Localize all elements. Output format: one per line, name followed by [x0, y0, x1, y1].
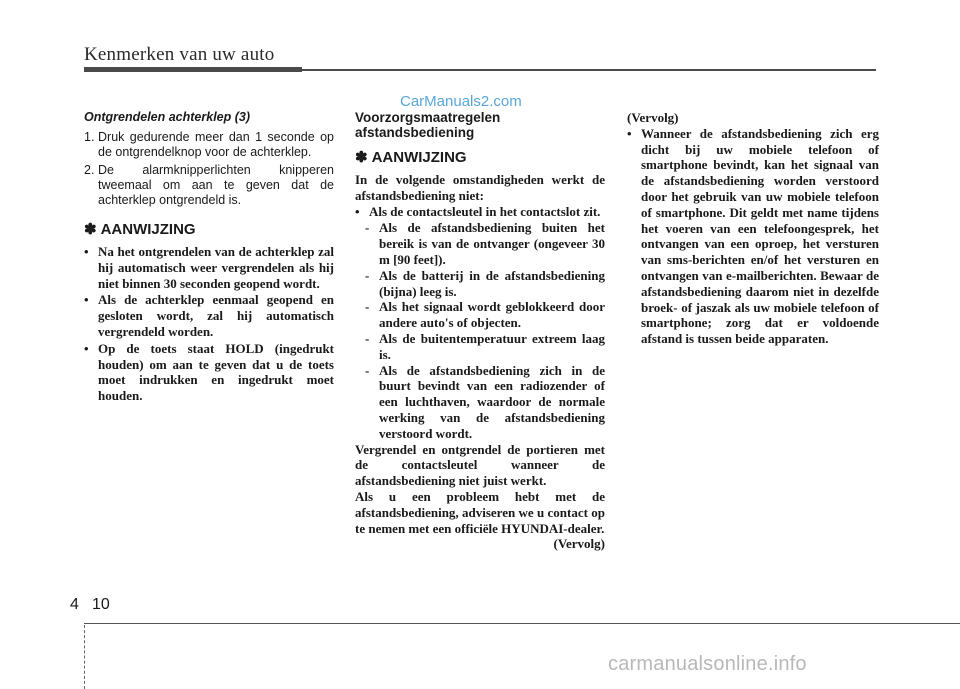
dash-item: - Als de afstandsbediening buiten het bereik is van de ontvanger (ongeveer 30 m [90 feet]). — [365, 220, 605, 267]
paragraph-key-fallback: Vergrendel en ontgrendel de portieren met de contactsleutel wanneer de afstandsbediening niet juist werkt. — [355, 441, 605, 489]
note-bullets — [627, 126, 879, 347]
note-heading: ✽ AANWIJZING — [84, 221, 196, 238]
page-header-title: Kenmerken van uw auto — [84, 44, 275, 65]
numbered-steps — [84, 130, 334, 208]
bullet-icon: • — [84, 340, 89, 356]
bullet-icon: • — [84, 292, 89, 308]
bullet-icon: • — [84, 244, 89, 259]
dash-item: - Als de batterij in de afstandsbediening (bijna) leeg is. — [365, 267, 605, 299]
column-middle — [355, 110, 605, 552]
bullet-icon: • — [627, 125, 632, 141]
header-rule-thick — [84, 67, 302, 72]
watermark-bottom: carmanualsonline.info — [608, 653, 807, 675]
section-number: 4 — [70, 596, 79, 613]
section-title-remote-precautions: Voorzorgsmaatregelen afstandsbediening — [355, 110, 501, 140]
note-intro: In de volgende omstandigheden werkt de afstandsbediening niet: — [355, 172, 605, 203]
bullet-item: • Na het ontgrendelen van de achterklep zal hij automatisch weer vergrendelen als hij niet binnen 30 seconden geopend wordt. — [84, 244, 334, 291]
note-heading: ✽ AANWIJZING — [355, 149, 467, 166]
continued-label: (Vervolg) — [553, 536, 605, 552]
bullet-item: • Als de contactsleutel in het contactslot zit. — [355, 203, 601, 219]
column-left — [84, 110, 334, 405]
star-icon: ✽ — [355, 149, 368, 166]
note-bullets — [84, 244, 334, 404]
dash-list — [355, 220, 605, 441]
note-bullets — [355, 204, 605, 220]
dash-item: - Als de afstandsbediening zich in de buurt bevindt van een radiozender of een luchthaven, waardoor de normale werking van de afstandsbediening verstoord wordt. — [365, 362, 605, 441]
paragraph-dealer-contact: Als u een probleem hebt met de afstandsbediening, adviseren we u contact op te nemen met een officiële HYUNDAI-dealer. — [355, 488, 605, 536]
dash-item: - Als de buitentemperatuur extreem laag is. — [365, 330, 605, 362]
bullet-item: • Op de toets staat HOLD (ingedrukt houden) om aan te geven dat u de toets moet indrukken en ingedrukt moet houden. — [84, 340, 334, 404]
bullet-item: • Als de achterklep eenmaal geopend en gesloten wordt, zal hij automatisch vergrendeld worden. — [84, 292, 334, 339]
star-icon: ✽ — [84, 221, 97, 238]
column-right — [627, 110, 879, 348]
dash-item: - Als het signaal wordt geblokkeerd door andere auto's of objecten. — [365, 299, 605, 331]
step-item: 1. Druk gedurende meer dan 1 seconde op de ontgrendelknop voor de achterklep. — [84, 130, 334, 159]
footer-divider — [84, 625, 85, 689]
subheading-unlock-tailgate: Ontgrendelen achterklep (3) — [84, 110, 251, 124]
footer-rule — [84, 623, 960, 624]
header-rule-thin — [302, 69, 876, 71]
step-item: 2. De alarmknipperlichten knipperen tweemaal om aan te geven dat de achterklep ontgrendeld is. — [84, 163, 334, 207]
continued-heading: (Vervolg) — [627, 110, 679, 125]
page-number-value: 10 — [92, 596, 110, 613]
bullet-item: • Wanneer de afstandsbediening zich erg dicht bij uw mobiele telefoon of smartphone bevindt, kan het signaal van de afstandsbediening worden verstoord door het gebruik van uw mobiele telefoon of smartphone. Dit geldt met name tijdens het voeren van een telefoongesprek, het ontvangen van een oproep, het versturen van sms-berichten en/of het versturen en ontvangen van e-mailberichten. Bewaar de afstandsbediening daarom niet in dezelfde broek- of jaszak als uw mobiele telefoon of smartphone; zorg dat er voldoende afstand is tussen beide apparaten. — [627, 125, 879, 347]
watermark-top: CarManuals2.com — [400, 93, 522, 110]
bullet-icon: • — [355, 203, 360, 219]
